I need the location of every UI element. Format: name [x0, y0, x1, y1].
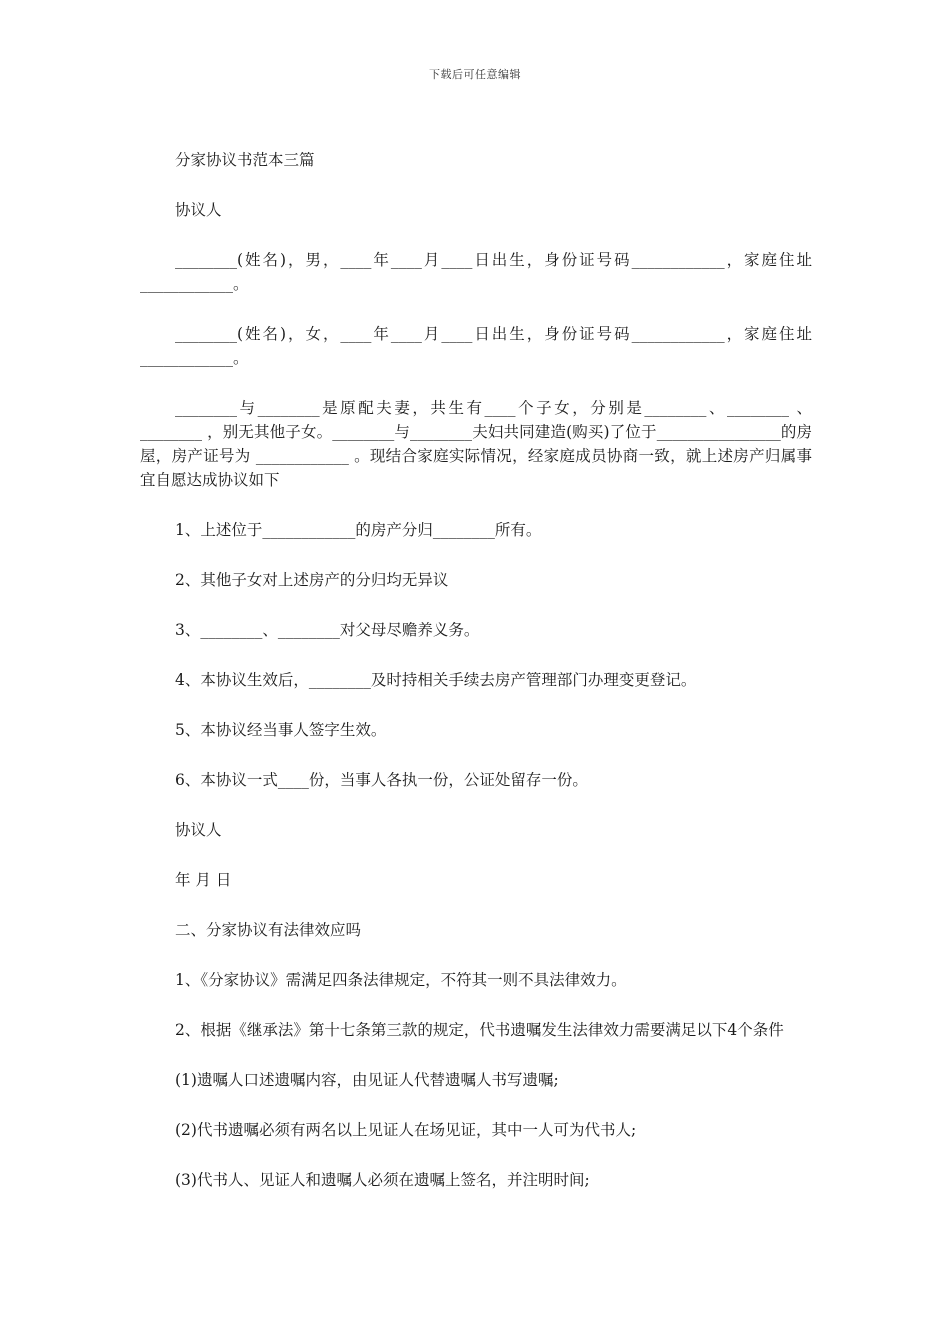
background-paragraph: ________与________是原配夫妻，共生有____个子女，分别是________、________ 、________ ，别无其他子女。________与________夫妇共同建造(购买)了位于________________的房屋，房产证号为 ____________ 。现结合家庭实际情况，经家庭成员协商一致，就上述房产归属事宜自愿达成协议如下: [140, 399, 812, 489]
party-heading: 协议人: [175, 201, 222, 219]
clause-6: 6、本协议一式____份，当事人各执一份，公证处留存一份。: [175, 771, 588, 789]
clause-3: 3、________、________对父母尽赡养义务。: [175, 621, 480, 639]
clause-4: 4、本协议生效后，________及时持相关手续去房产管理部门办理变更登记。: [175, 671, 697, 689]
signature-label: 协议人: [175, 821, 222, 839]
document-body: [140, 148, 812, 1218]
header-note: 下载后可任意编辑: [429, 68, 521, 81]
section-2-point-2: 2、根据《继承法》第十七条第三款的规定，代书遗嘱发生法律效力需要满足以下4个条件: [175, 1021, 784, 1039]
section-2-point-1: 1、《分家协议》需满足四条法律规定，不符其一则不具法律效力。: [175, 971, 627, 989]
condition-3: (3)代书人、见证人和遗嘱人必须在遗嘱上签名，并注明时间;: [175, 1171, 590, 1189]
section-2-heading: 二、分家协议有法律效应吗: [175, 921, 362, 939]
date-label: 年 月 日: [175, 871, 232, 889]
document-title: 分家协议书范本三篇: [175, 151, 315, 169]
clause-5: 5、本协议经当事人签字生效。: [175, 721, 387, 739]
condition-2: (2)代书遗嘱必须有两名以上见证人在场见证，其中一人可为代书人;: [175, 1121, 637, 1139]
condition-1: (1)遗嘱人口述遗嘱内容，由见证人代替遗嘱人书写遗嘱;: [175, 1071, 559, 1089]
party-2-info: ________(姓名)，女，____年____月____日出生，身份证号码____________，家庭住址____________。: [140, 325, 812, 367]
clause-1: 1、上述位于____________的房产分归________所有。: [175, 521, 542, 539]
clause-2: 2、其他子女对上述房产的分归均无异议: [175, 571, 449, 589]
party-1-info: ________(姓名)，男，____年____月____日出生，身份证号码____________，家庭住址____________。: [140, 251, 812, 293]
